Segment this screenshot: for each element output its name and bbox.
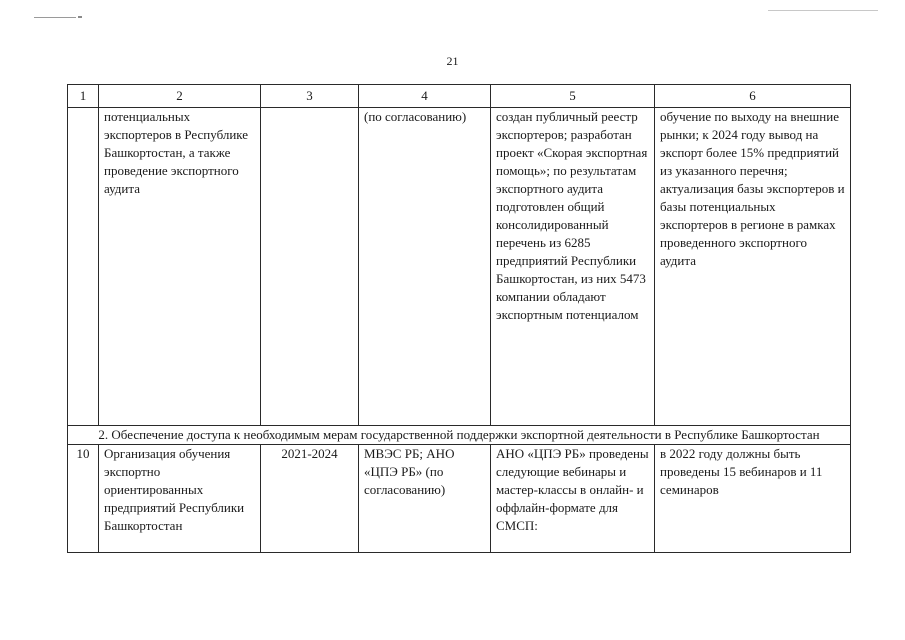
table-row bbox=[68, 108, 851, 426]
header-cell: 6 bbox=[655, 85, 851, 108]
section-heading-row bbox=[68, 426, 851, 445]
measure-name-cell: потенциальных экспортеров в Республике Башкортостан, а также проведение экспортного аудита bbox=[99, 108, 261, 426]
period-cell bbox=[261, 108, 359, 426]
row-number-cell: 10 bbox=[68, 445, 99, 553]
row-number-cell bbox=[68, 108, 99, 426]
document-table bbox=[67, 84, 851, 553]
plan-cell: в 2022 году должны быть проведены 15 вебинаров и 11 семинаров bbox=[655, 445, 851, 553]
scan-artifact-line bbox=[34, 17, 76, 18]
result-cell: создан публичный реестр экспортеров; разработан проект «Скорая экспортная помощь»; по результатам экспортного аудита подготовлен общий консолидированный перечень из 6285 предприятий Республики Башкортостан, из них 5473 компании обладают экспортным потенциалом bbox=[491, 108, 655, 426]
result-cell: АНО «ЦПЭ РБ» проведены следующие вебинары и мастер-классы в онлайн- и оффлайн-формате для СМСП: bbox=[491, 445, 655, 553]
scan-artifact-line bbox=[768, 10, 878, 11]
table-row bbox=[68, 445, 851, 553]
responsible-cell: (по согласованию) bbox=[359, 108, 491, 426]
scan-artifact-dot bbox=[78, 16, 82, 18]
header-cell: 3 bbox=[261, 85, 359, 108]
table-header-row bbox=[68, 85, 851, 108]
header-cell: 5 bbox=[491, 85, 655, 108]
section-heading: 2. Обеспечение доступа к необходимым мерам государственной поддержки экспортной деятельности в Республике Башкортостан bbox=[68, 426, 851, 445]
responsible-cell: МВЭС РБ; АНО «ЦПЭ РБ» (по согласованию) bbox=[359, 445, 491, 553]
header-cell: 1 bbox=[68, 85, 99, 108]
header-cell: 2 bbox=[99, 85, 261, 108]
period-cell: 2021-2024 bbox=[261, 445, 359, 553]
header-cell: 4 bbox=[359, 85, 491, 108]
plan-cell: обучение по выходу на внешние рынки; к 2024 году вывод на экспорт более 15% предприятий из указанного перечня; актуализация базы экспортеров и базы потенциальных экспортеров в регионе в рамках проведенного экспортного аудита bbox=[655, 108, 851, 426]
page-number: 21 bbox=[446, 54, 459, 68]
measure-name-cell: Организация обучения экспортно ориентированных предприятий Республики Башкортостан bbox=[99, 445, 261, 553]
